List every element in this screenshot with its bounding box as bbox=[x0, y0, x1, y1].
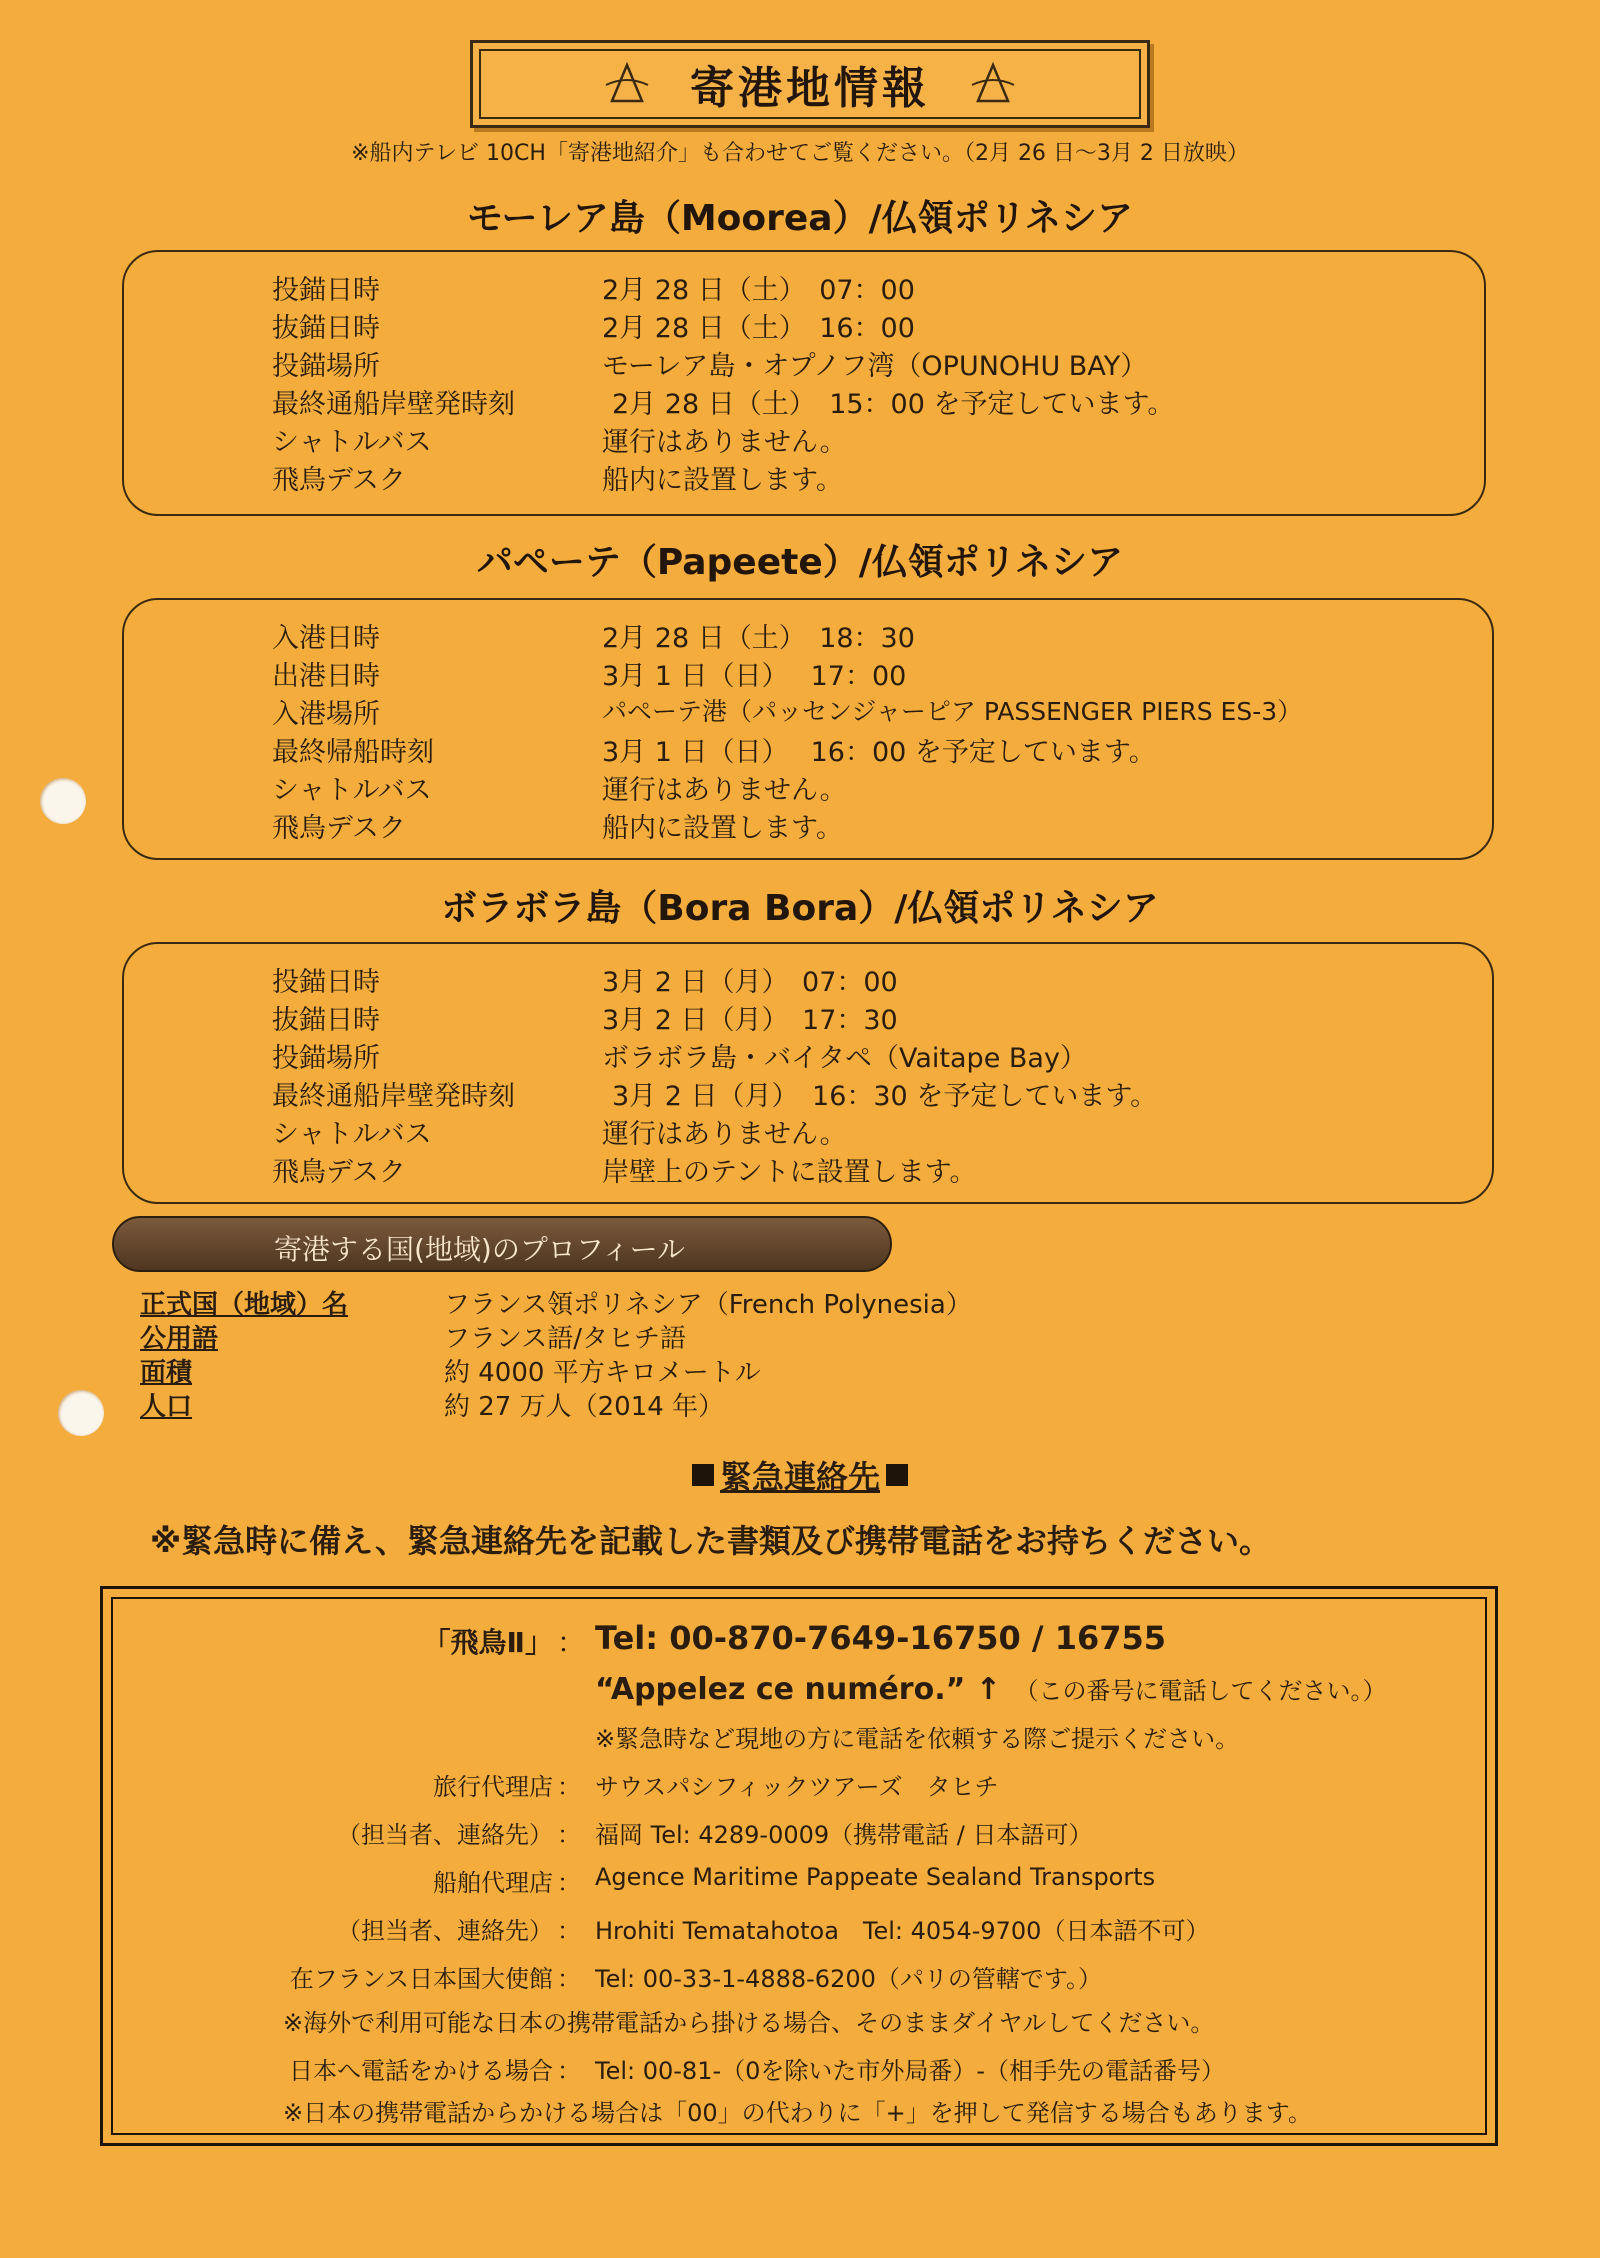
profile-label: 人口 bbox=[140, 1392, 193, 1422]
row-value: 2月 28 日（土） 07：00 bbox=[602, 275, 915, 306]
profile-banner bbox=[112, 1216, 892, 1272]
local-note: ※緊急時など現地の方に電話を依頼する際ご提示ください。 bbox=[595, 1725, 1240, 1753]
emergency-heading-text: 緊急連絡先 bbox=[719, 1458, 880, 1496]
row-value: 運行はありません。 bbox=[602, 1119, 847, 1150]
contact-label: 旅行代理店 bbox=[433, 1773, 553, 1801]
row-label: 最終通船岸壁発時刻 bbox=[272, 1081, 515, 1112]
row-value: 3月 2 日（月） 17：30 bbox=[602, 1005, 898, 1036]
colon: ： bbox=[557, 1965, 581, 1993]
contact-value: 福岡 Tel: 4289-0009（携帯電話 / 日本語可） bbox=[595, 1821, 1093, 1849]
page-title: 寄港地情報 bbox=[690, 63, 930, 114]
emergency-note: ※緊急時に備え、緊急連絡先を記載した書類及び携帯電話をお持ちください。 bbox=[150, 1522, 1272, 1560]
port-heading-borabora: ボラボラ島（Bora Bora）/仏領ポリネシア bbox=[441, 888, 1159, 929]
row-value: 船内に設置します。 bbox=[602, 813, 843, 844]
row-label: シャトルバス bbox=[272, 1119, 432, 1150]
contact-value: Hrohiti Tematahotoa Tel: 4054-9700（日本語不可） bbox=[595, 1917, 1210, 1945]
punch-hole bbox=[40, 778, 86, 824]
colon: ： bbox=[557, 1869, 581, 1897]
profile-value: 約 27 万人（2014 年） bbox=[444, 1392, 725, 1422]
row-value: 3月 2 日（月） 07：00 bbox=[602, 967, 898, 998]
profile-value: フランス語/タヒチ語 bbox=[444, 1324, 686, 1354]
profile-value: 約 4000 平方キロメートル bbox=[444, 1358, 761, 1388]
row-label: 最終帰船時刻 bbox=[272, 737, 434, 768]
row-label: 飛鳥デスク bbox=[272, 1157, 406, 1188]
japan-value: Tel: 00-81-（0を除いた市外局番）-（相手先の電話番号） bbox=[595, 2057, 1226, 2085]
title-plaque bbox=[470, 40, 1150, 128]
row-label: 投錨場所 bbox=[272, 351, 380, 382]
row-label: 投錨日時 bbox=[272, 275, 380, 306]
ship-tel: Tel: 00-870-7649-16750 / 16755 bbox=[595, 1619, 1167, 1657]
port-panel-papeete bbox=[122, 598, 1494, 860]
row-value: 2月 28 日（土） 16：00 bbox=[602, 313, 915, 344]
emergency-contact-box bbox=[100, 1586, 1498, 2146]
contact-label: 船舶代理店 bbox=[433, 1869, 553, 1897]
colon: ： bbox=[557, 2057, 581, 2085]
plus-note: ※日本の携帯電話からかける場合は「00」の代わりに「+」を押して発信する場合もあります。 bbox=[283, 2099, 1312, 2127]
row-value: 運行はありません。 bbox=[602, 427, 847, 458]
row-label: 入港場所 bbox=[272, 699, 380, 730]
row-label: 最終通船岸壁発時刻 bbox=[272, 389, 515, 420]
ship-label: 「飛鳥Ⅱ」 bbox=[422, 1626, 553, 1659]
japan-label: 日本へ電話をかける場合 bbox=[289, 2057, 553, 2085]
appelez-note: （この番号に電話してください。） bbox=[1014, 1677, 1387, 1705]
contact-label: 在フランス日本国大使館 bbox=[289, 1965, 553, 1993]
row-label: 投錨日時 bbox=[272, 967, 380, 998]
row-value: 2月 28 日（土） 18：30 bbox=[602, 623, 915, 654]
profile-label: 面積 bbox=[140, 1358, 193, 1388]
row-value: モーレア島・オプノフ湾（OPUNOHU BAY） bbox=[602, 351, 1148, 382]
row-value: 岸壁上のテントに設置します。 bbox=[602, 1157, 977, 1188]
row-label: シャトルバス bbox=[272, 427, 432, 458]
colon: ： bbox=[557, 1773, 581, 1801]
contact-value: Agence Maritime Pappeate Sealand Transports bbox=[595, 1863, 1156, 1891]
mobile-note: ※海外で利用可能な日本の携帯電話から掛ける場合、そのままダイヤルしてください。 bbox=[283, 2009, 1215, 2037]
row-value: 船内に設置します。 bbox=[602, 465, 843, 496]
ornament-left-icon bbox=[604, 61, 650, 107]
row-value: 2月 28 日（土） 15：00 を予定しています。 bbox=[612, 389, 1175, 420]
emergency-contact-box-inner bbox=[111, 1597, 1487, 2135]
profile-label: 正式国（地域）名 bbox=[140, 1290, 349, 1320]
row-label: シャトルバス bbox=[272, 775, 432, 806]
contact-label: （担当者、連絡先） bbox=[337, 1917, 553, 1945]
square-bullet-icon bbox=[692, 1464, 714, 1486]
port-panel-borabora bbox=[122, 942, 1494, 1204]
contact-value: Tel: 00-33-1-4888-6200（パリの管轄です。） bbox=[595, 1965, 1102, 1993]
port-heading-moorea: モーレア島（Moorea）/仏領ポリネシア bbox=[466, 198, 1134, 239]
profile-banner-label: 寄港する国(地域)のプロフィール bbox=[274, 1233, 686, 1266]
colon: ： bbox=[557, 1626, 586, 1659]
contact-label: （担当者、連絡先） bbox=[337, 1821, 553, 1849]
row-label: 投錨場所 bbox=[272, 1043, 380, 1074]
row-label: 出港日時 bbox=[272, 661, 380, 692]
ornament-right-icon bbox=[970, 61, 1016, 107]
row-value: 3月 2 日（月） 16：30 を予定しています。 bbox=[612, 1081, 1158, 1112]
row-value: ボラボラ島・バイタペ（Vaitape Bay） bbox=[602, 1043, 1087, 1074]
colon: ： bbox=[557, 1917, 581, 1945]
contact-value: サウスパシフィックツアーズ タヒチ bbox=[595, 1773, 999, 1801]
row-value: 3月 1 日（日） 17：00 bbox=[602, 661, 907, 692]
appelez-row bbox=[595, 1671, 1387, 1707]
port-heading-papeete: パペーテ（Papeete）/仏領ポリネシア bbox=[476, 542, 1124, 583]
appelez-text: “Appelez ce numéro.” ↑ bbox=[595, 1672, 1001, 1707]
port-panel-moorea bbox=[122, 250, 1486, 516]
colon: ： bbox=[557, 1821, 581, 1849]
profile-value: フランス領ポリネシア（French Polynesia） bbox=[444, 1290, 972, 1320]
square-bullet-icon bbox=[886, 1464, 908, 1486]
emergency-heading bbox=[0, 1452, 1600, 1498]
punch-hole bbox=[58, 1390, 104, 1436]
row-label: 抜錨日時 bbox=[272, 313, 380, 344]
row-label: 飛鳥デスク bbox=[272, 813, 406, 844]
row-value: 3月 1 日（日） 16：00 を予定しています。 bbox=[602, 737, 1156, 768]
row-label: 入港日時 bbox=[272, 623, 380, 654]
row-value: パペーテ港（パッセンジャーピア PASSENGER PIERS ES-3） bbox=[602, 697, 1303, 726]
row-value: 運行はありません。 bbox=[602, 775, 847, 806]
profile-label: 公用語 bbox=[140, 1324, 219, 1354]
row-label: 抜錨日時 bbox=[272, 1005, 380, 1036]
row-label: 飛鳥デスク bbox=[272, 465, 406, 496]
tv-note: ※船内テレビ 10CH「寄港地紹介」も合わせてご覧ください。（2月 26 日～3月 2 日放映） bbox=[351, 141, 1249, 166]
